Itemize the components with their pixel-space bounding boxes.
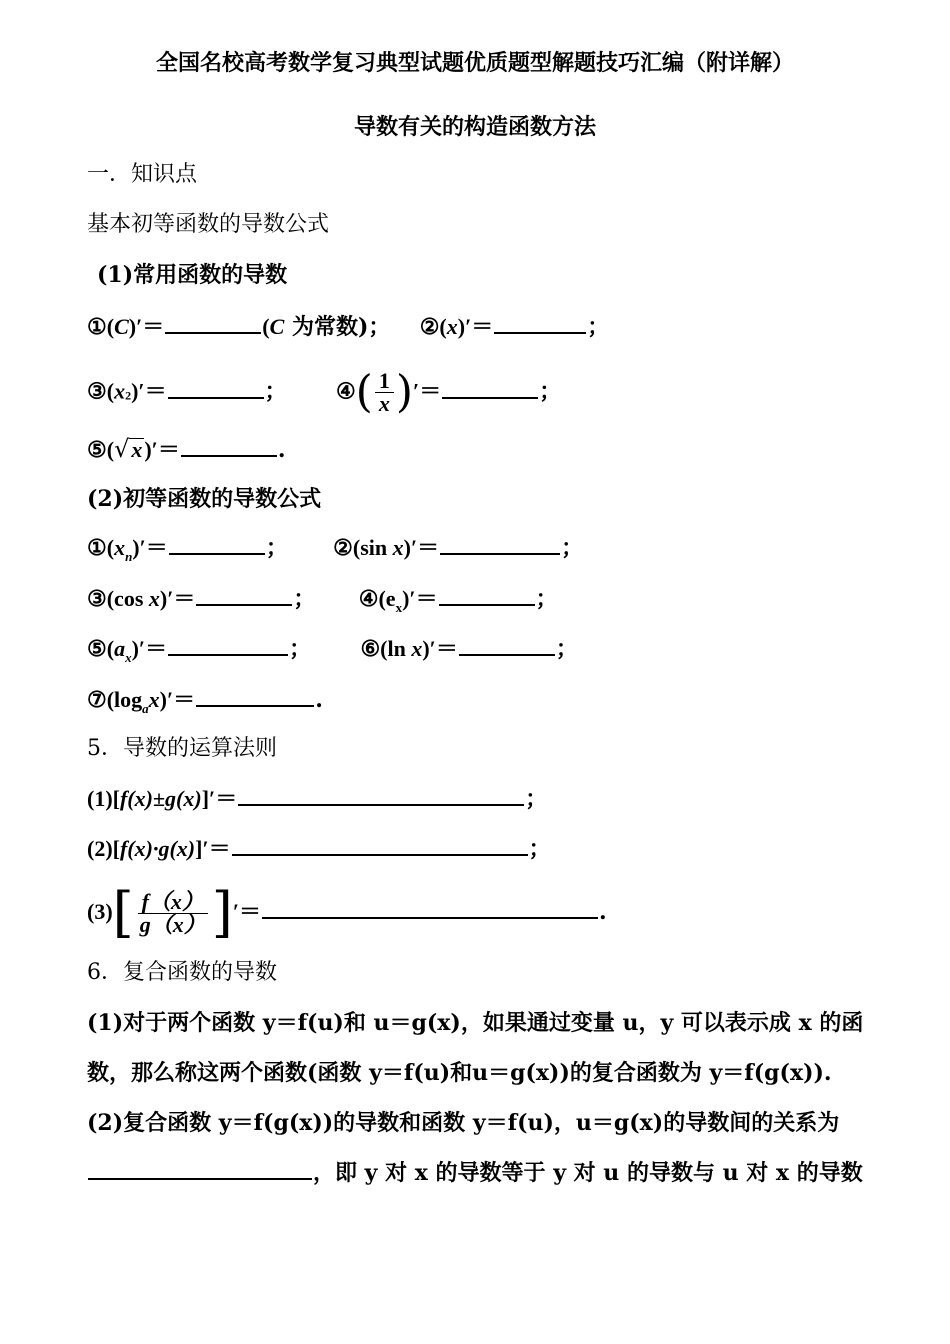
elem-5-variable: a — [114, 636, 126, 661]
rule-1-prefix: (1)[ — [87, 786, 120, 811]
composite-paragraph-2-line-1: (2)复合函数 y＝f(g(x))的导数和函数 y＝f(u)，u＝g(x)的导数间的关系为 — [87, 1110, 840, 1136]
answer-blank[interactable] — [196, 586, 292, 606]
elem-6-variable: x — [411, 636, 423, 661]
elem-7-base: a — [142, 701, 149, 716]
elem-5-suffix: )′＝ — [131, 636, 168, 661]
rule-2-suffix: ]′＝ — [195, 836, 231, 861]
rule-1-body: f(x)±g(x) — [119, 786, 202, 811]
elem-2-variable: x — [392, 535, 404, 560]
separator: ； — [539, 378, 562, 405]
answer-blank[interactable] — [168, 379, 264, 399]
formula-3-exponent: 2 — [125, 388, 132, 403]
answer-blank[interactable] — [439, 586, 535, 606]
elem-7-variable: x — [148, 687, 160, 712]
formula-1-note-open: ( — [262, 314, 270, 339]
separator: ； — [535, 586, 558, 612]
formula-5-suffix: )′＝ — [144, 437, 180, 462]
formula-3-variable: x — [114, 378, 126, 404]
formula-1-note: 为常数)； — [284, 314, 391, 340]
formula-3-suffix: )′＝ — [131, 378, 167, 404]
separator: ； — [265, 535, 288, 561]
section-6-heading: 6．复合函数的导数 — [87, 960, 277, 985]
elem-1-prefix: ①( — [87, 535, 115, 560]
elementary-derivatives-heading: (2)初等函数的导数公式 — [87, 486, 322, 512]
elementary-formula-line-2 — [87, 584, 558, 623]
elem-4-suffix: )′＝ — [402, 586, 438, 611]
elem-5-exponent: x — [125, 650, 132, 665]
close-paren: ) — [395, 366, 414, 418]
answer-blank[interactable] — [181, 437, 277, 457]
rule-line-2 — [87, 834, 551, 864]
fraction-denominator: x — [378, 391, 390, 416]
open-paren: ( — [355, 366, 373, 418]
formula-2-suffix: )′＝ — [457, 314, 494, 339]
period: . — [277, 437, 286, 463]
formula-1-prefix: ①( — [87, 314, 115, 339]
basic-formulas-heading: 基本初等函数的导数公式 — [87, 212, 330, 237]
period: . — [315, 687, 323, 713]
close-bracket: ] — [211, 881, 233, 944]
formula-3-prefix: ③( — [87, 378, 115, 404]
separator: ； — [587, 314, 610, 340]
fraction-one-over-x — [375, 370, 394, 415]
rule-3-prefix: (3) — [87, 899, 113, 924]
rule-line-3 — [87, 881, 607, 944]
separator: ； — [528, 836, 551, 862]
elem-6-suffix: )′＝ — [422, 636, 458, 661]
common-formula-line-1 — [87, 312, 609, 342]
composite-paragraph-2-line-2 — [87, 1158, 863, 1188]
elementary-formula-line-3 — [87, 634, 578, 673]
elementary-formula-line-1 — [87, 533, 583, 572]
formula-2-variable: x — [446, 314, 458, 339]
elem-2-prefix: ②(sin — [333, 535, 393, 560]
answer-blank[interactable] — [442, 379, 538, 399]
rule-line-1 — [87, 784, 547, 814]
common-formula-line-3 — [87, 434, 286, 465]
answer-blank[interactable] — [440, 535, 560, 555]
sqrt-sign: √ — [114, 435, 130, 463]
formula-1-variable: C — [114, 314, 129, 339]
quotient-fraction — [136, 888, 210, 937]
separator: ； — [289, 636, 312, 662]
formula-4-suffix: ′＝ — [413, 378, 442, 404]
rule-1-suffix: ]′＝ — [201, 786, 238, 811]
elem-5-prefix: ⑤( — [87, 636, 115, 661]
open-bracket: [ — [112, 881, 134, 944]
document-subtitle: 导数有关的构造函数方法 — [353, 114, 596, 140]
formula-1-suffix: )′＝ — [128, 314, 165, 339]
elementary-formula-line-4 — [87, 685, 323, 724]
rule-3-suffix: ′＝ — [232, 899, 262, 924]
elem-2-suffix: )′＝ — [403, 535, 440, 560]
common-derivatives-heading: (1)常用函数的导数 — [97, 262, 288, 288]
composite-paragraph-1-line-2: 数，那么称这两个函数(函数 y＝f(u)和u＝g(x))的复合函数为 y＝f(g(x)). — [87, 1060, 832, 1086]
elem-3-suffix: )′＝ — [159, 586, 196, 611]
elem-4-exponent: x — [395, 600, 403, 615]
separator: ； — [525, 786, 548, 812]
elem-3-prefix: ③(cos — [87, 586, 149, 611]
quotient-numerator: f（x） — [138, 891, 208, 914]
formula-2-prefix: ②( — [419, 314, 447, 339]
elem-1-variable: x — [114, 535, 126, 560]
answer-blank[interactable] — [232, 836, 528, 856]
elem-4-prefix: ④(e — [358, 586, 396, 611]
common-formula-line-2 — [87, 366, 562, 418]
separator: ； — [561, 535, 584, 561]
section-heading-knowledge: 一．知识点 — [87, 162, 198, 187]
answer-blank[interactable] — [262, 899, 598, 919]
answer-blank[interactable] — [196, 687, 314, 707]
rule-2-prefix: (2)[ — [87, 836, 120, 861]
formula-1-note-variable: C — [269, 314, 285, 339]
elem-3-variable: x — [148, 586, 160, 611]
elem-1-exponent: n — [125, 549, 133, 564]
answer-blank[interactable] — [165, 314, 261, 334]
elem-7-prefix: ⑦(log — [87, 687, 143, 712]
elem-7-suffix: )′＝ — [159, 687, 196, 712]
answer-blank[interactable] — [88, 1160, 312, 1180]
period: . — [599, 899, 607, 925]
rule-2-body: f(x)·g(x) — [119, 836, 196, 861]
document-title: 全国名校高考数学复习典型试题优质题型解题技巧汇编（附详解） — [155, 50, 794, 76]
fraction-numerator: 1 — [375, 370, 394, 393]
elem-6-prefix: ⑥(ln — [360, 636, 412, 661]
quotient-denominator: g（x） — [139, 911, 206, 937]
separator: ； — [293, 586, 316, 612]
answer-blank[interactable] — [494, 314, 586, 334]
formula-5-variable: x — [131, 437, 143, 462]
composite-paragraph-1-line-1: (1)对于两个函数 y＝f(u)和 u＝g(x)，如果通过变量 u，y 可以表示成 x 的函 — [87, 1010, 864, 1036]
section-5-heading: 5．导数的运算法则 — [87, 736, 277, 761]
formula-5-prefix: ⑤( — [87, 437, 115, 462]
elem-1-suffix: )′＝ — [132, 535, 168, 560]
answer-blank[interactable] — [169, 535, 265, 555]
answer-blank[interactable] — [459, 636, 555, 656]
separator: ； — [264, 378, 287, 405]
composite-paragraph-2-text: ，即 y 对 x 的导数等于 y 对 u 的导数与 u 对 x 的导数 — [313, 1160, 863, 1186]
answer-blank[interactable] — [238, 786, 524, 806]
formula-4-prefix: ④ — [335, 378, 356, 404]
separator: ； — [555, 636, 578, 662]
answer-blank[interactable] — [168, 636, 288, 656]
